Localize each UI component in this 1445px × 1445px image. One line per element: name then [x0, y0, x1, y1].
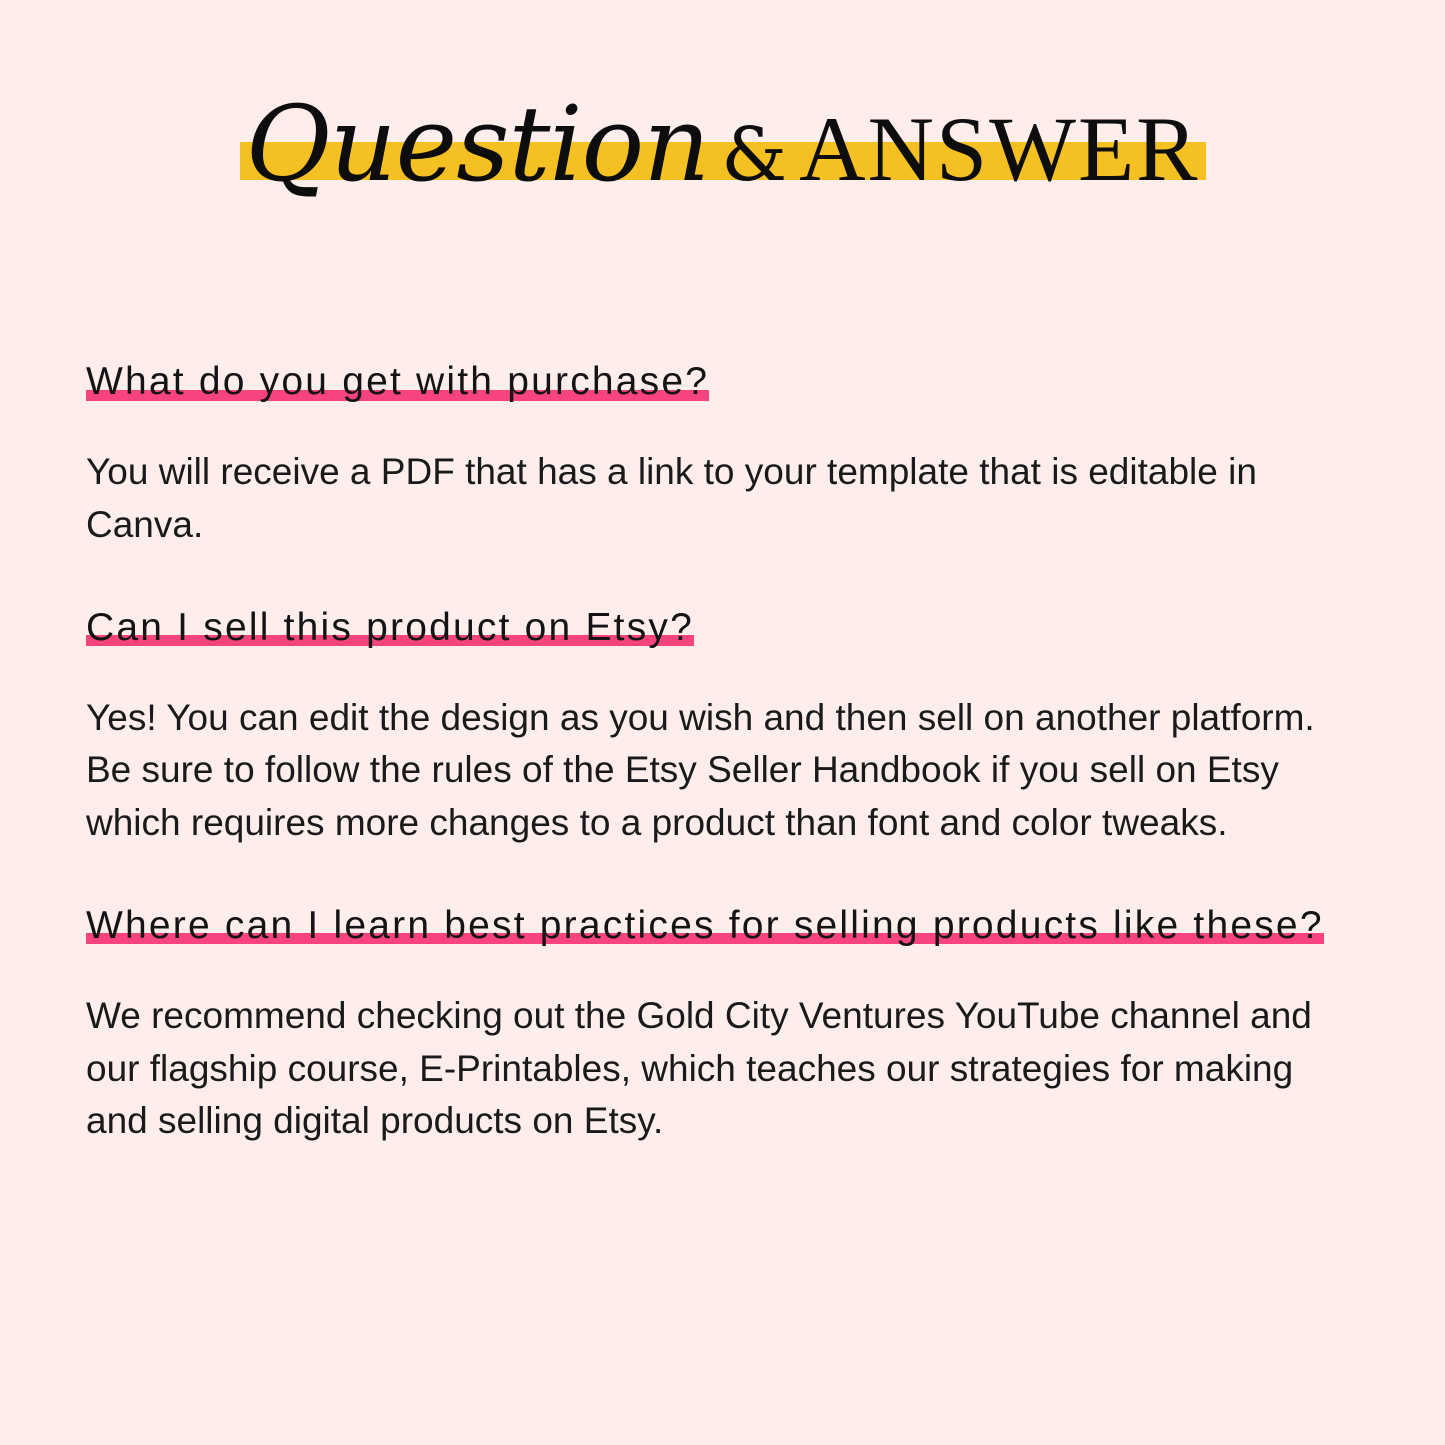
qa-item: [86, 896, 1365, 1148]
answer-text: We recommend checking out the Gold City Ventures YouTube channel and our flagship course, E-Printables, which teaches our strategies for making and selling digital products on Etsy.: [86, 994, 1312, 1142]
question-text: Where can I learn best practices for selling products like these?: [86, 903, 1324, 947]
title-inner: [245, 83, 1200, 205]
answer-text: Yes! You can edit the design as you wish and then sell on another platform. Be sure to follow the rules of the Etsy Seller Handbook if you sell on Etsy which requires more changes to a product than font and color tweaks.: [86, 696, 1315, 843]
question-text: Can I sell this product on Etsy?: [86, 605, 695, 649]
title-caps-word: ANSWER: [799, 98, 1200, 200]
qa-item: [86, 352, 1365, 552]
title-script-word: Question: [245, 83, 710, 205]
qa-list: [86, 352, 1365, 1148]
answer-text: You will receive a PDF that has a link to your template that is editable in Canva.: [86, 451, 1257, 545]
question-text: What do you get with purchase?: [86, 360, 710, 403]
qa-item: [86, 598, 1365, 850]
question-wrap: [86, 352, 1365, 412]
page-title: [0, 0, 1445, 250]
title-ampersand: &: [721, 112, 788, 198]
title-text: [245, 83, 1200, 205]
question-wrap: [86, 896, 1365, 956]
question-wrap: [86, 598, 1365, 658]
